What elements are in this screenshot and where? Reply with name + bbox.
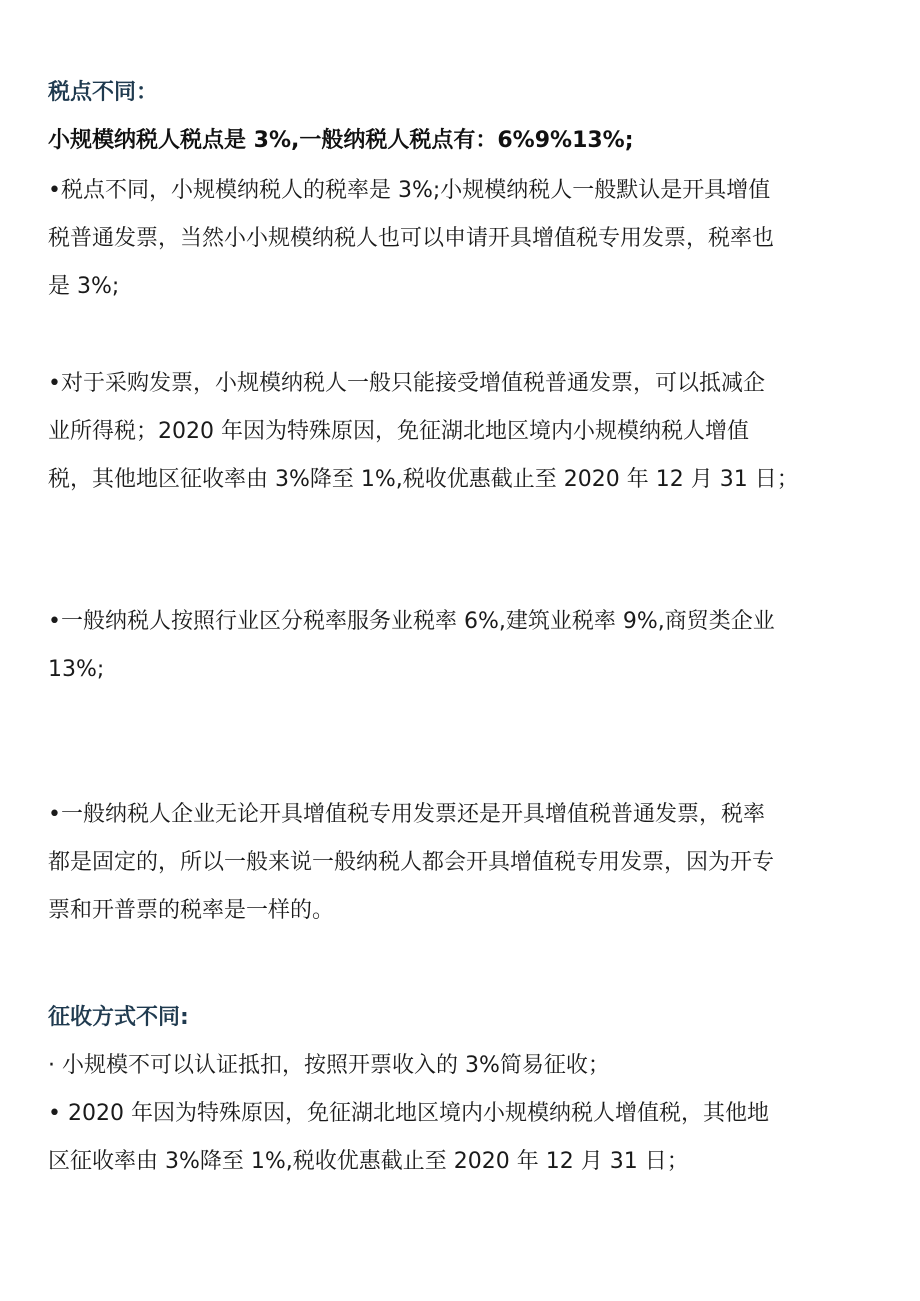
text-line: 13%;: [48, 657, 105, 682]
text-line: · 小规模不可以认证抵扣，按照开票收入的 3%简易征收；: [48, 1053, 610, 1078]
paragraph-general-taxpayer-invoice: [48, 791, 868, 935]
paragraph-tax-rate-difference: [48, 167, 868, 311]
text-line: 业所得税；2020 年因为特殊原因，免征湖北地区境内小规模纳税人增值: [48, 419, 749, 444]
text-line: •一般纳税人企业无论开具增值税专用发票还是开具增值税普通发票，税率: [48, 802, 765, 827]
paragraph-purchase-invoice: [48, 360, 868, 504]
text-line: • 2020 年因为特殊原因，免征湖北地区境内小规模纳税人增值税，其他地: [48, 1101, 769, 1126]
text-line: 税普通发票，当然小小规模纳税人也可以申请开具增值税专用发票，税率也: [48, 226, 775, 251]
paragraph-small-scale-collection: [48, 1042, 868, 1090]
paragraph-industry-rates: [48, 598, 868, 694]
text-line: 票和开普票的税率是一样的。: [48, 898, 335, 923]
text-line: •对于采购发票，小规模纳税人一般只能接受增值税普通发票，可以抵减企: [48, 371, 765, 396]
tax-rate-summary: 小规模纳税人税点是 3%,一般纳税人税点有：6%9%13%;: [48, 128, 634, 153]
text-line: 税，其他地区征收率由 3%降至 1%,税收优惠截止至 2020 年 12 月 31 日；: [48, 467, 799, 492]
text-line: •税点不同，小规模纳税人的税率是 3%;小规模纳税人一般默认是开具增值: [48, 178, 771, 203]
text-line: •一般纳税人按照行业区分税率服务业税率 6%,建筑业税率 9%,商贸类企业: [48, 609, 775, 634]
text-line: 区征收率由 3%降至 1%,税收优惠截止至 2020 年 12 月 31 日；: [48, 1149, 689, 1174]
section-heading-tax-rate: 税点不同：: [48, 80, 159, 105]
paragraph-2020-policy: [48, 1090, 868, 1186]
text-line: 都是固定的，所以一般来说一般纳税人都会开具增值税专用发票，因为开专: [48, 850, 775, 875]
text-line: 是 3%;: [48, 274, 120, 299]
section-heading-collection-method: 征收方式不同:: [48, 1005, 189, 1030]
